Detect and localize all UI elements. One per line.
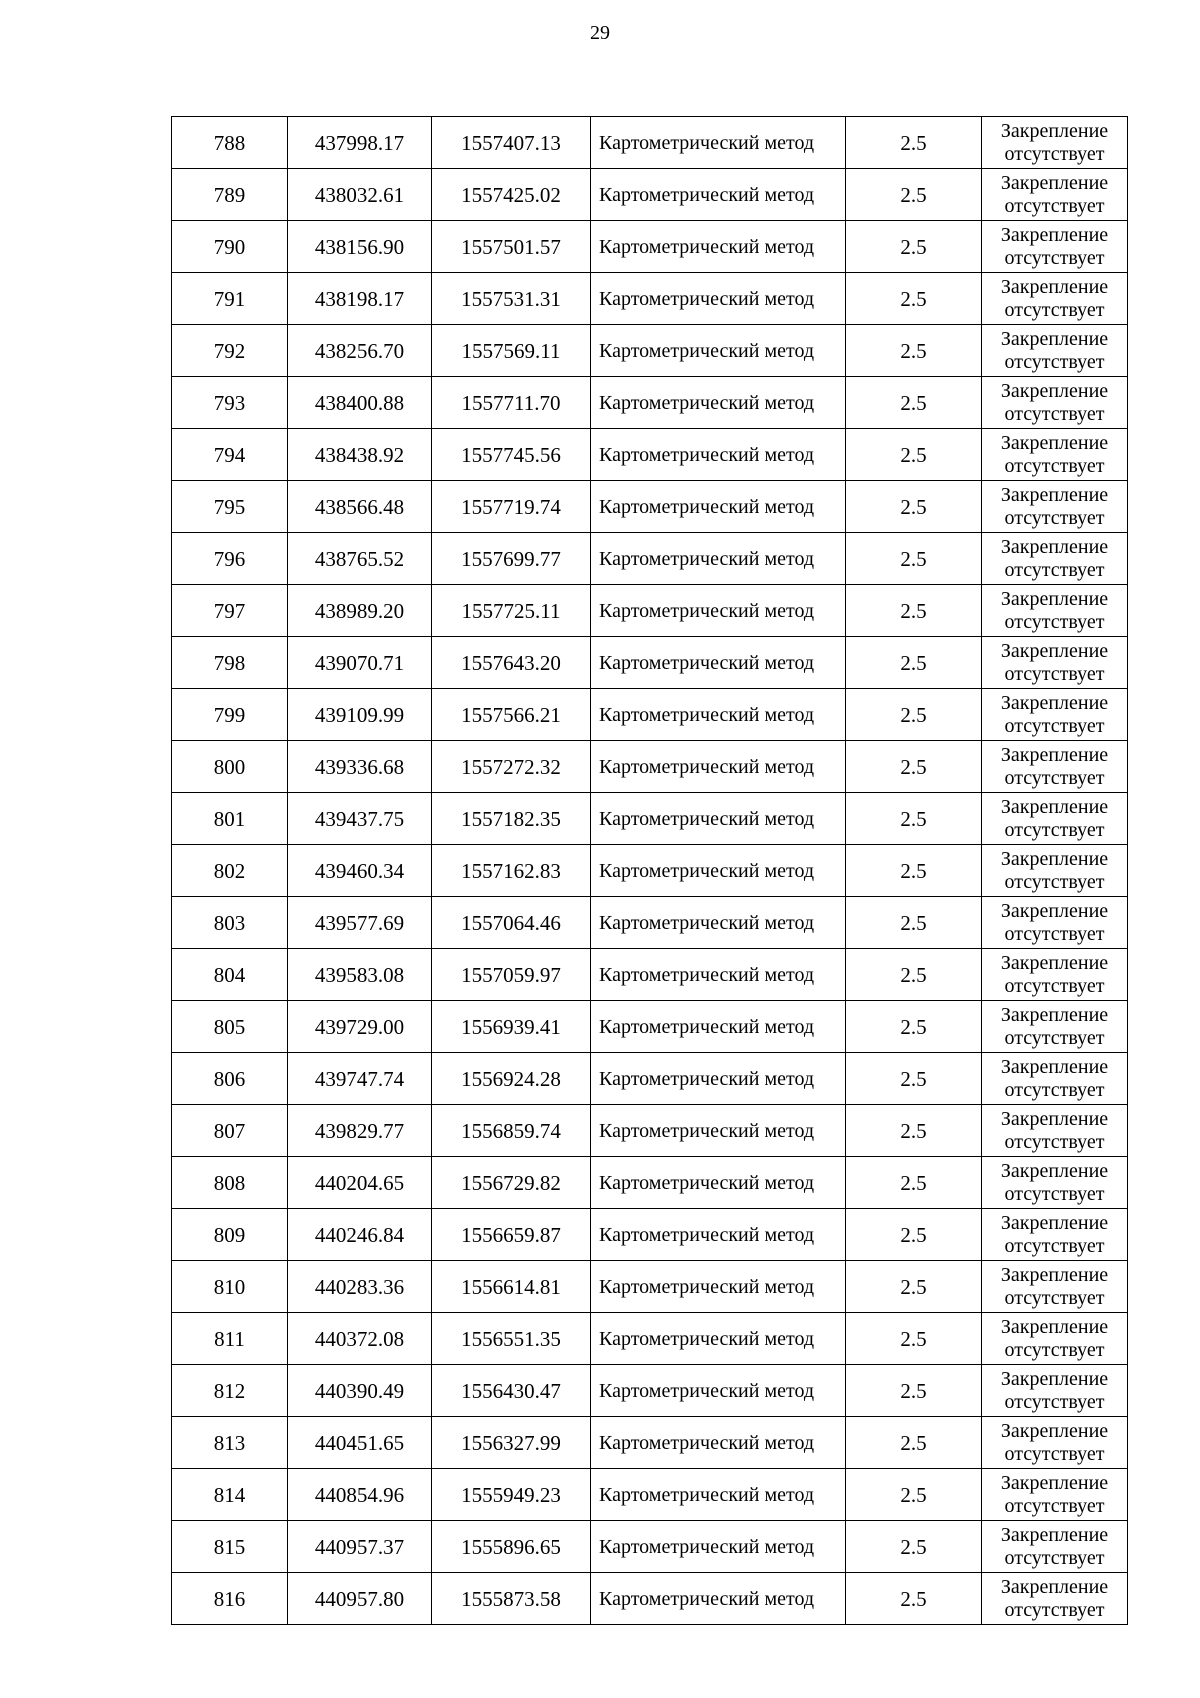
method-cell: Картометрический метод xyxy=(591,429,846,481)
x-coordinate-cell: 440246.84 xyxy=(288,1209,432,1261)
accuracy-cell: 2.5 xyxy=(846,793,982,845)
fixation-text-line1: Закрепление xyxy=(1000,223,1109,246)
coordinates-table xyxy=(171,116,1128,1625)
table-row xyxy=(172,221,1128,273)
point-number-cell: 816 xyxy=(172,1573,288,1625)
fixation-text-line1: Закрепление xyxy=(1000,1211,1109,1234)
fixation-text-line1: Закрепление xyxy=(1000,483,1109,506)
accuracy-cell: 2.5 xyxy=(846,221,982,273)
table-row xyxy=(172,377,1128,429)
table-row xyxy=(172,1053,1128,1105)
fixation-text-line2: отсутствует xyxy=(1004,454,1105,477)
fixation-text-line2: отсутствует xyxy=(1004,818,1105,841)
y-coordinate-cell: 1557711.70 xyxy=(432,377,591,429)
accuracy-cell: 2.5 xyxy=(846,741,982,793)
point-number-cell: 809 xyxy=(172,1209,288,1261)
method-cell: Картометрический метод xyxy=(591,481,846,533)
fixation-text-line2: отсутствует xyxy=(1004,558,1105,581)
point-number-cell: 812 xyxy=(172,1365,288,1417)
fixation-cell xyxy=(982,481,1128,533)
accuracy-cell: 2.5 xyxy=(846,1209,982,1261)
y-coordinate-cell: 1557064.46 xyxy=(432,897,591,949)
fixation-text-line2: отсутствует xyxy=(1004,1182,1105,1205)
fixation-text-line2: отсутствует xyxy=(1004,870,1105,893)
accuracy-cell: 2.5 xyxy=(846,585,982,637)
method-cell: Картометрический метод xyxy=(591,1157,846,1209)
point-number-cell: 789 xyxy=(172,169,288,221)
method-cell: Картометрический метод xyxy=(591,117,846,169)
fixation-text-line2: отсутствует xyxy=(1004,766,1105,789)
point-number-cell: 797 xyxy=(172,585,288,637)
fixation-text-line2: отсутствует xyxy=(1004,610,1105,633)
point-number-cell: 795 xyxy=(172,481,288,533)
y-coordinate-cell: 1556659.87 xyxy=(432,1209,591,1261)
method-cell: Картометрический метод xyxy=(591,1365,846,1417)
accuracy-cell: 2.5 xyxy=(846,1573,982,1625)
fixation-text-line1: Закрепление xyxy=(1000,899,1109,922)
y-coordinate-cell: 1556551.35 xyxy=(432,1313,591,1365)
table-row xyxy=(172,689,1128,741)
fixation-cell xyxy=(982,377,1128,429)
fixation-text-line2: отсутствует xyxy=(1004,1234,1105,1257)
table-row xyxy=(172,1469,1128,1521)
fixation-cell xyxy=(982,1105,1128,1157)
accuracy-cell: 2.5 xyxy=(846,897,982,949)
fixation-cell xyxy=(982,533,1128,585)
fixation-cell xyxy=(982,1157,1128,1209)
y-coordinate-cell: 1557272.32 xyxy=(432,741,591,793)
point-number-cell: 790 xyxy=(172,221,288,273)
fixation-text-line1: Закрепление xyxy=(1000,691,1109,714)
y-coordinate-cell: 1557699.77 xyxy=(432,533,591,585)
accuracy-cell: 2.5 xyxy=(846,1521,982,1573)
fixation-text-line1: Закрепление xyxy=(1000,795,1109,818)
fixation-text-line2: отсутствует xyxy=(1004,1286,1105,1309)
point-number-cell: 807 xyxy=(172,1105,288,1157)
method-cell: Картометрический метод xyxy=(591,221,846,273)
x-coordinate-cell: 440957.37 xyxy=(288,1521,432,1573)
fixation-text-line1: Закрепление xyxy=(1000,1159,1109,1182)
fixation-text-line2: отсутствует xyxy=(1004,1546,1105,1569)
x-coordinate-cell: 437998.17 xyxy=(288,117,432,169)
accuracy-cell: 2.5 xyxy=(846,429,982,481)
fixation-text-line2: отсутствует xyxy=(1004,194,1105,217)
table-row xyxy=(172,481,1128,533)
x-coordinate-cell: 440372.08 xyxy=(288,1313,432,1365)
fixation-text-line2: отсутствует xyxy=(1004,662,1105,685)
fixation-text-line1: Закрепление xyxy=(1000,743,1109,766)
method-cell: Картометрический метод xyxy=(591,377,846,429)
y-coordinate-cell: 1557407.13 xyxy=(432,117,591,169)
method-cell: Картометрический метод xyxy=(591,1209,846,1261)
y-coordinate-cell: 1556859.74 xyxy=(432,1105,591,1157)
fixation-text-line2: отсутствует xyxy=(1004,714,1105,737)
fixation-cell xyxy=(982,1313,1128,1365)
point-number-cell: 796 xyxy=(172,533,288,585)
fixation-cell xyxy=(982,117,1128,169)
fixation-cell xyxy=(982,897,1128,949)
fixation-text-line1: Закрепление xyxy=(1000,379,1109,402)
fixation-text-line1: Закрепление xyxy=(1000,847,1109,870)
point-number-cell: 814 xyxy=(172,1469,288,1521)
fixation-text-line2: отсутствует xyxy=(1004,1442,1105,1465)
accuracy-cell: 2.5 xyxy=(846,377,982,429)
accuracy-cell: 2.5 xyxy=(846,1001,982,1053)
method-cell: Картометрический метод xyxy=(591,793,846,845)
x-coordinate-cell: 439437.75 xyxy=(288,793,432,845)
fixation-cell xyxy=(982,793,1128,845)
x-coordinate-cell: 439577.69 xyxy=(288,897,432,949)
x-coordinate-cell: 438032.61 xyxy=(288,169,432,221)
table-row xyxy=(172,1105,1128,1157)
fixation-text-line1: Закрепление xyxy=(1000,327,1109,350)
accuracy-cell: 2.5 xyxy=(846,273,982,325)
x-coordinate-cell: 438256.70 xyxy=(288,325,432,377)
point-number-cell: 793 xyxy=(172,377,288,429)
y-coordinate-cell: 1557182.35 xyxy=(432,793,591,845)
fixation-text-line2: отсутствует xyxy=(1004,1494,1105,1517)
fixation-text-line1: Закрепление xyxy=(1000,1055,1109,1078)
fixation-text-line1: Закрепление xyxy=(1000,431,1109,454)
fixation-cell xyxy=(982,845,1128,897)
fixation-text-line1: Закрепление xyxy=(1000,587,1109,610)
fixation-text-line1: Закрепление xyxy=(1000,1523,1109,1546)
accuracy-cell: 2.5 xyxy=(846,689,982,741)
fixation-cell xyxy=(982,1261,1128,1313)
fixation-cell xyxy=(982,429,1128,481)
table-row xyxy=(172,897,1128,949)
point-number-cell: 800 xyxy=(172,741,288,793)
table-row xyxy=(172,637,1128,689)
fixation-text-line2: отсутствует xyxy=(1004,402,1105,425)
accuracy-cell: 2.5 xyxy=(846,1313,982,1365)
x-coordinate-cell: 438438.92 xyxy=(288,429,432,481)
point-number-cell: 803 xyxy=(172,897,288,949)
x-coordinate-cell: 440204.65 xyxy=(288,1157,432,1209)
fixation-cell xyxy=(982,169,1128,221)
fixation-cell xyxy=(982,1001,1128,1053)
fixation-cell xyxy=(982,1053,1128,1105)
fixation-text-line1: Закрепление xyxy=(1000,535,1109,558)
fixation-cell xyxy=(982,221,1128,273)
method-cell: Картометрический метод xyxy=(591,325,846,377)
fixation-cell xyxy=(982,1417,1128,1469)
method-cell: Картометрический метод xyxy=(591,273,846,325)
y-coordinate-cell: 1556924.28 xyxy=(432,1053,591,1105)
method-cell: Картометрический метод xyxy=(591,1573,846,1625)
point-number-cell: 791 xyxy=(172,273,288,325)
fixation-cell xyxy=(982,949,1128,1001)
y-coordinate-cell: 1555949.23 xyxy=(432,1469,591,1521)
fixation-text-line2: отсутствует xyxy=(1004,142,1105,165)
table-row xyxy=(172,1573,1128,1625)
point-number-cell: 788 xyxy=(172,117,288,169)
fixation-cell xyxy=(982,1469,1128,1521)
table-row xyxy=(172,949,1128,1001)
y-coordinate-cell: 1556327.99 xyxy=(432,1417,591,1469)
fixation-cell xyxy=(982,325,1128,377)
point-number-cell: 808 xyxy=(172,1157,288,1209)
fixation-text-line1: Закрепление xyxy=(1000,1263,1109,1286)
method-cell: Картометрический метод xyxy=(591,741,846,793)
fixation-cell xyxy=(982,689,1128,741)
fixation-text-line1: Закрепление xyxy=(1000,1471,1109,1494)
y-coordinate-cell: 1557745.56 xyxy=(432,429,591,481)
table-row xyxy=(172,429,1128,481)
y-coordinate-cell: 1557719.74 xyxy=(432,481,591,533)
fixation-cell xyxy=(982,585,1128,637)
y-coordinate-cell: 1557162.83 xyxy=(432,845,591,897)
point-number-cell: 804 xyxy=(172,949,288,1001)
fixation-text-line2: отсутствует xyxy=(1004,1078,1105,1101)
fixation-cell xyxy=(982,1365,1128,1417)
table-row xyxy=(172,1417,1128,1469)
x-coordinate-cell: 440451.65 xyxy=(288,1417,432,1469)
accuracy-cell: 2.5 xyxy=(846,1417,982,1469)
fixation-text-line1: Закрепление xyxy=(1000,275,1109,298)
table-row xyxy=(172,273,1128,325)
fixation-text-line1: Закрепление xyxy=(1000,1367,1109,1390)
method-cell: Картометрический метод xyxy=(591,1261,846,1313)
y-coordinate-cell: 1555873.58 xyxy=(432,1573,591,1625)
method-cell: Картометрический метод xyxy=(591,689,846,741)
point-number-cell: 792 xyxy=(172,325,288,377)
page-number: 29 xyxy=(590,22,610,44)
point-number-cell: 794 xyxy=(172,429,288,481)
accuracy-cell: 2.5 xyxy=(846,1105,982,1157)
table-row xyxy=(172,793,1128,845)
x-coordinate-cell: 440854.96 xyxy=(288,1469,432,1521)
x-coordinate-cell: 439460.34 xyxy=(288,845,432,897)
accuracy-cell: 2.5 xyxy=(846,1261,982,1313)
accuracy-cell: 2.5 xyxy=(846,533,982,585)
point-number-cell: 802 xyxy=(172,845,288,897)
fixation-text-line1: Закрепление xyxy=(1000,119,1109,142)
y-coordinate-cell: 1557569.11 xyxy=(432,325,591,377)
x-coordinate-cell: 439747.74 xyxy=(288,1053,432,1105)
x-coordinate-cell: 440390.49 xyxy=(288,1365,432,1417)
x-coordinate-cell: 440283.36 xyxy=(288,1261,432,1313)
point-number-cell: 815 xyxy=(172,1521,288,1573)
accuracy-cell: 2.5 xyxy=(846,481,982,533)
fixation-text-line2: отсутствует xyxy=(1004,350,1105,373)
y-coordinate-cell: 1557059.97 xyxy=(432,949,591,1001)
y-coordinate-cell: 1557725.11 xyxy=(432,585,591,637)
method-cell: Картометрический метод xyxy=(591,533,846,585)
y-coordinate-cell: 1557643.20 xyxy=(432,637,591,689)
y-coordinate-cell: 1556939.41 xyxy=(432,1001,591,1053)
fixation-text-line2: отсутствует xyxy=(1004,298,1105,321)
fixation-text-line1: Закрепление xyxy=(1000,1107,1109,1130)
fixation-text-line2: отсутствует xyxy=(1004,1130,1105,1153)
method-cell: Картометрический метод xyxy=(591,949,846,1001)
accuracy-cell: 2.5 xyxy=(846,1365,982,1417)
fixation-text-line2: отсутствует xyxy=(1004,246,1105,269)
x-coordinate-cell: 440957.80 xyxy=(288,1573,432,1625)
x-coordinate-cell: 438400.88 xyxy=(288,377,432,429)
y-coordinate-cell: 1557425.02 xyxy=(432,169,591,221)
accuracy-cell: 2.5 xyxy=(846,949,982,1001)
method-cell: Картометрический метод xyxy=(591,637,846,689)
fixation-text-line1: Закрепление xyxy=(1000,171,1109,194)
point-number-cell: 799 xyxy=(172,689,288,741)
x-coordinate-cell: 438765.52 xyxy=(288,533,432,585)
table-row xyxy=(172,1001,1128,1053)
fixation-text-line2: отсутствует xyxy=(1004,974,1105,997)
point-number-cell: 813 xyxy=(172,1417,288,1469)
fixation-cell xyxy=(982,1209,1128,1261)
method-cell: Картометрический метод xyxy=(591,1313,846,1365)
fixation-text-line1: Закрепление xyxy=(1000,1003,1109,1026)
x-coordinate-cell: 438989.20 xyxy=(288,585,432,637)
method-cell: Картометрический метод xyxy=(591,169,846,221)
accuracy-cell: 2.5 xyxy=(846,1469,982,1521)
table-row xyxy=(172,1209,1128,1261)
fixation-text-line1: Закрепление xyxy=(1000,1575,1109,1598)
y-coordinate-cell: 1556430.47 xyxy=(432,1365,591,1417)
table-row xyxy=(172,533,1128,585)
method-cell: Картометрический метод xyxy=(591,1417,846,1469)
fixation-cell xyxy=(982,273,1128,325)
x-coordinate-cell: 439070.71 xyxy=(288,637,432,689)
fixation-text-line2: отсутствует xyxy=(1004,1598,1105,1621)
fixation-text-line2: отсутствует xyxy=(1004,922,1105,945)
x-coordinate-cell: 439336.68 xyxy=(288,741,432,793)
point-number-cell: 810 xyxy=(172,1261,288,1313)
table-row xyxy=(172,1157,1128,1209)
accuracy-cell: 2.5 xyxy=(846,117,982,169)
accuracy-cell: 2.5 xyxy=(846,637,982,689)
x-coordinate-cell: 439729.00 xyxy=(288,1001,432,1053)
table-row xyxy=(172,1521,1128,1573)
x-coordinate-cell: 438156.90 xyxy=(288,221,432,273)
table-row xyxy=(172,585,1128,637)
x-coordinate-cell: 438198.17 xyxy=(288,273,432,325)
point-number-cell: 805 xyxy=(172,1001,288,1053)
fixation-text-line2: отсутствует xyxy=(1004,506,1105,529)
method-cell: Картометрический метод xyxy=(591,585,846,637)
y-coordinate-cell: 1557531.31 xyxy=(432,273,591,325)
fixation-cell xyxy=(982,1521,1128,1573)
x-coordinate-cell: 438566.48 xyxy=(288,481,432,533)
y-coordinate-cell: 1555896.65 xyxy=(432,1521,591,1573)
point-number-cell: 806 xyxy=(172,1053,288,1105)
method-cell: Картометрический метод xyxy=(591,1001,846,1053)
point-number-cell: 798 xyxy=(172,637,288,689)
table-row xyxy=(172,1313,1128,1365)
fixation-cell xyxy=(982,637,1128,689)
table-body xyxy=(172,117,1128,1625)
table-row xyxy=(172,117,1128,169)
accuracy-cell: 2.5 xyxy=(846,1157,982,1209)
table-row xyxy=(172,845,1128,897)
accuracy-cell: 2.5 xyxy=(846,325,982,377)
fixation-text-line1: Закрепление xyxy=(1000,1419,1109,1442)
accuracy-cell: 2.5 xyxy=(846,845,982,897)
table-row xyxy=(172,169,1128,221)
fixation-text-line1: Закрепление xyxy=(1000,1315,1109,1338)
table-row xyxy=(172,325,1128,377)
table-row xyxy=(172,1365,1128,1417)
fixation-text-line2: отсутствует xyxy=(1004,1338,1105,1361)
accuracy-cell: 2.5 xyxy=(846,169,982,221)
fixation-text-line1: Закрепление xyxy=(1000,951,1109,974)
y-coordinate-cell: 1556729.82 xyxy=(432,1157,591,1209)
method-cell: Картометрический метод xyxy=(591,897,846,949)
point-number-cell: 811 xyxy=(172,1313,288,1365)
y-coordinate-cell: 1557501.57 xyxy=(432,221,591,273)
method-cell: Картометрический метод xyxy=(591,1105,846,1157)
method-cell: Картометрический метод xyxy=(591,845,846,897)
x-coordinate-cell: 439829.77 xyxy=(288,1105,432,1157)
table-row xyxy=(172,1261,1128,1313)
method-cell: Картометрический метод xyxy=(591,1521,846,1573)
accuracy-cell: 2.5 xyxy=(846,1053,982,1105)
fixation-text-line1: Закрепление xyxy=(1000,639,1109,662)
fixation-cell xyxy=(982,741,1128,793)
point-number-cell: 801 xyxy=(172,793,288,845)
fixation-cell xyxy=(982,1573,1128,1625)
method-cell: Картометрический метод xyxy=(591,1053,846,1105)
table-row xyxy=(172,741,1128,793)
y-coordinate-cell: 1556614.81 xyxy=(432,1261,591,1313)
fixation-text-line2: отсутствует xyxy=(1004,1026,1105,1049)
fixation-text-line2: отсутствует xyxy=(1004,1390,1105,1413)
method-cell: Картометрический метод xyxy=(591,1469,846,1521)
x-coordinate-cell: 439109.99 xyxy=(288,689,432,741)
x-coordinate-cell: 439583.08 xyxy=(288,949,432,1001)
y-coordinate-cell: 1557566.21 xyxy=(432,689,591,741)
